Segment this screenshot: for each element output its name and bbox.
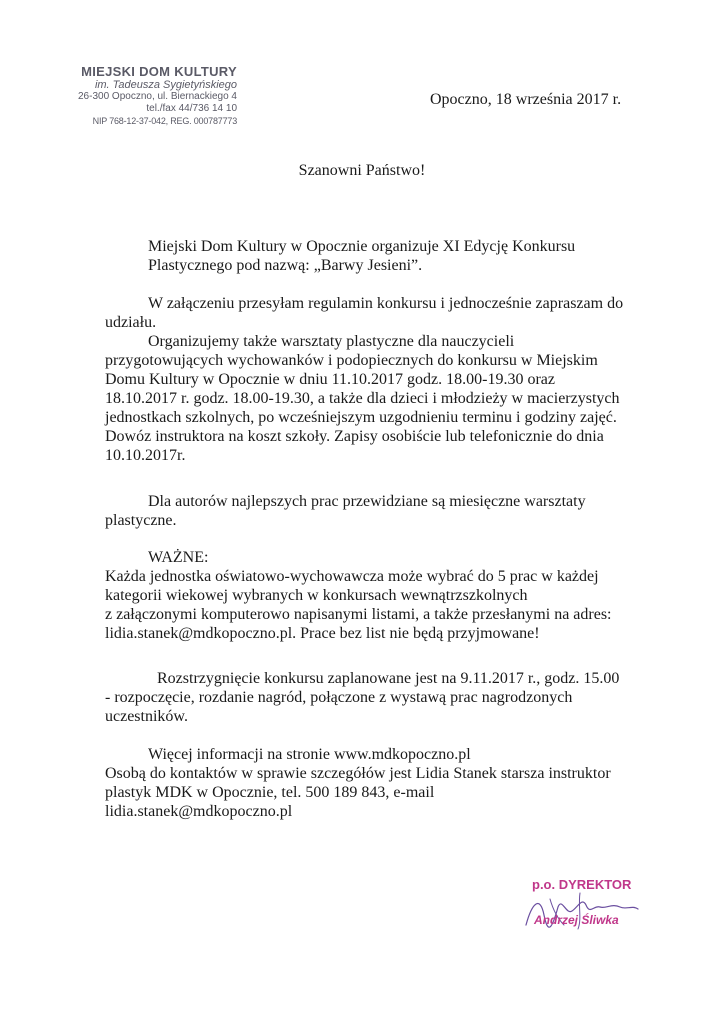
paragraph-line: plastyk MDK w Opocznie, tel. 500 189 843, e-mail (105, 784, 435, 801)
paragraph-3 (105, 332, 620, 465)
paragraph-line: W załączeniu przesyłam regulamin konkursu i jednocześnie zapraszam do (148, 295, 624, 312)
paragraph-2 (105, 294, 623, 332)
paragraph-line: lidia.stanek@mdkopoczno.pl (105, 803, 293, 820)
paragraph-line: przygotowujących wychowanków i podopiecznych do konkursu w Miejskim (105, 352, 598, 369)
paragraph-line: Organizujemy także warsztaty plastyczne dla nauczycieli (148, 333, 515, 350)
paragraph-7 (105, 745, 611, 821)
stamp-institution-name: MIEJSKI DOM KULTURY (81, 64, 237, 79)
paragraph-line: Dowóz instruktora na koszt szkoły. Zapisy osobiście lub telefonicznie do dnia (105, 428, 604, 445)
institution-stamp (52, 64, 237, 127)
important-heading: WAŻNE: (148, 549, 209, 566)
paragraph-1 (148, 237, 575, 275)
stamp-nip: NIP 768-12-37-042, REG. 000787773 (92, 116, 237, 126)
paragraph-line: Dla autorów najlepszych prac przewidziane są miesięczne warsztaty (148, 493, 586, 510)
paragraph-4 (105, 492, 586, 530)
paragraph-line: udziału. (105, 314, 157, 331)
paragraph-line: 10.10.2017r. (105, 447, 186, 464)
paragraph-6 (105, 669, 619, 726)
paragraph-line: plastyczne. (105, 512, 177, 529)
paragraph-line: 18.10.2017 r. godz. 18.00-19.30, a także dla dzieci i młodzieży w macierzystych (105, 390, 620, 407)
stamp-patron: im. Tadeusza Sygietyńskiego (94, 79, 237, 91)
paragraph-line: kategorii wiekowej wybranych w konkursach wewnątrzszkolnych (105, 587, 528, 604)
signature-title-stamp: p.o. DYREKTOR (532, 877, 632, 892)
paragraph-line: - rozpoczęcie, rozdanie nagród, połączone z wystawą prac nagrodzonych (105, 689, 573, 706)
signature-block (520, 877, 650, 937)
paragraph-line: Więcej informacji na stronie www.mdkopoczno.pl (148, 746, 471, 763)
stamp-phone: tel./fax 44/736 14 10 (146, 103, 237, 114)
handwritten-signature (520, 885, 650, 935)
stamp-address: 26-300 Opoczno, ul. Biernackiego 4 (78, 91, 237, 102)
paragraph-line: Miejski Dom Kultury w Opocznie organizuje XI Edycję Konkursu (148, 238, 576, 255)
letter-date: Opoczno, 18 września 2017 r. (430, 91, 622, 108)
paragraph-line: Osobą do kontaktów w sprawie szczegółów jest Lidia Stanek starsza instruktor (105, 765, 611, 782)
paragraph-line: z załączonymi komputerowo napisanymi listami, a także przesłanymi na adres: (105, 606, 612, 623)
paragraph-line: Plastycznego pod nazwą: „Barwy Jesieni”. (148, 257, 423, 274)
paragraph-line: Domu Kultury w Opocznie w dniu 11.10.2017 godz. 18.00-19.30 oraz (105, 371, 555, 388)
salutation: Szanowni Państwo! (298, 162, 426, 179)
paragraph-line: Rozstrzygnięcie konkursu zaplanowane jest na 9.11.2017 r., godz. 15.00 (157, 670, 620, 687)
paragraph-line: Każda jednostka oświatowo-wychowawcza może wybrać do 5 prac w każdej (105, 568, 599, 585)
paragraph-important (105, 548, 612, 643)
paragraph-line: uczestników. (105, 708, 188, 725)
signature-name-stamp: Andrzej Śliwka (534, 913, 619, 927)
paragraph-line: jednostkach szkolnych, po wcześniejszym uzgodnieniu terminu i godziny zajęć. (105, 409, 617, 426)
paragraph-line: lidia.stanek@mdkopoczno.pl. Prace bez list nie będą przyjmowane! (105, 625, 540, 642)
